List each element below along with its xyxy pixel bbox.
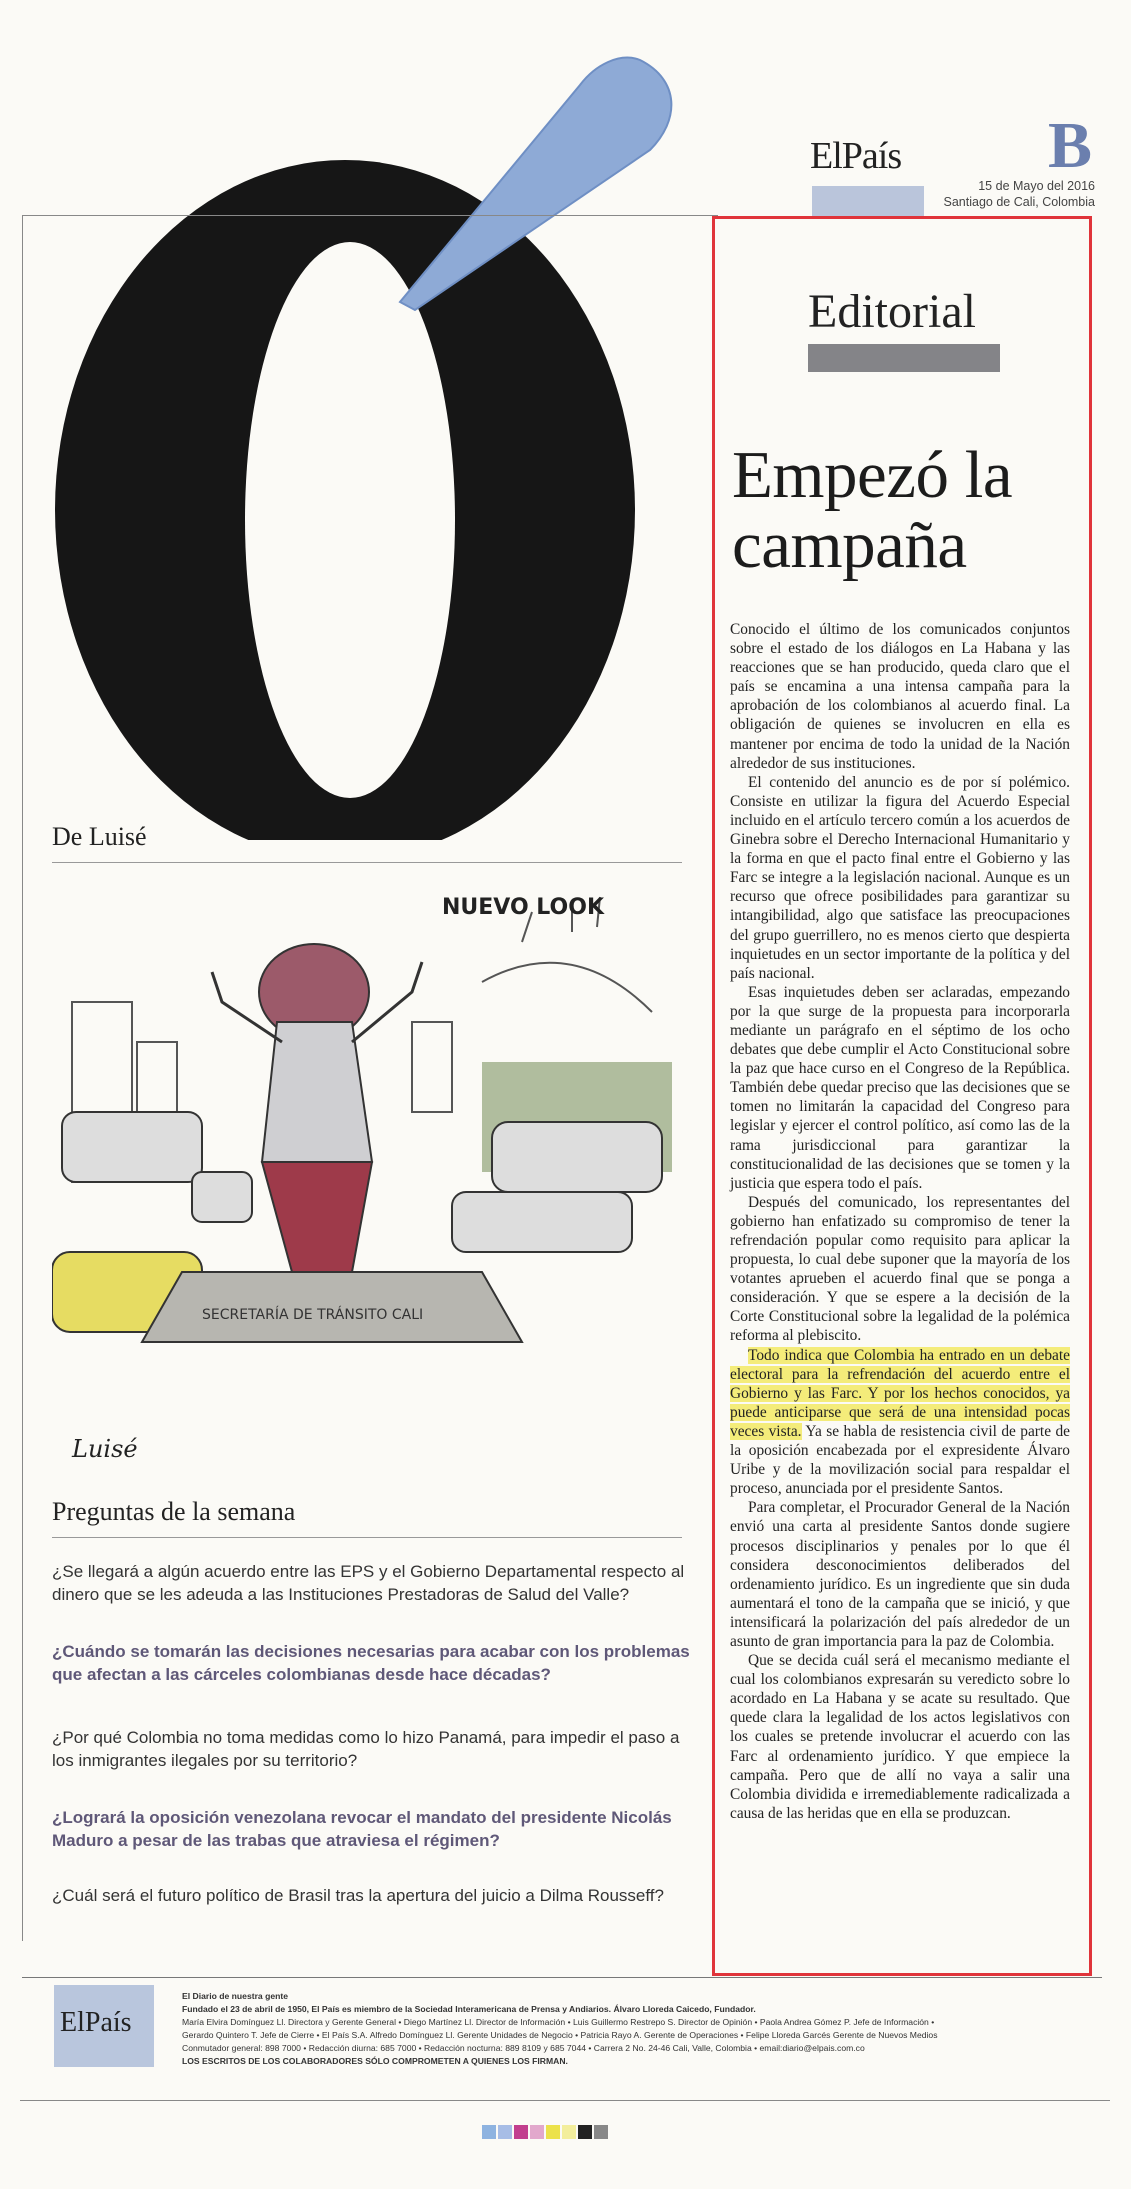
footer-disclaimer: LOS ESCRITOS DE LOS COLABORADORES SÓLO COMPROMETEN A QUIENES LOS FIRMAN. bbox=[182, 2056, 568, 2066]
question-item: ¿Cuál será el futuro político de Brasil tras la apertura del juicio a Dilma Rousseff? bbox=[52, 1886, 664, 1905]
footer-logo-text: ElPaís bbox=[60, 2007, 132, 2038]
editorial-section-label: Editorial bbox=[808, 285, 976, 338]
section-letter: B bbox=[1048, 109, 1093, 182]
footer-line: Fundado el 23 de abril de 1950, El País es miembro de la Sociedad Interamericana de Prensa y Andiarios. Álvaro Lloreda Caicedo, Fundador. bbox=[182, 2004, 756, 2014]
footer-masthead bbox=[182, 1990, 1082, 2068]
footer-line: María Elvira Domínguez Ll. Directora y Gerente General • Diego Martínez Ll. Director de Información • Luis Guillermo Restrepo S. Director de Opinión • Paola Andrea Gómez P. Jefe de Información • bbox=[182, 2017, 935, 2027]
place: Santiago de Cali, Colombia bbox=[943, 195, 1095, 209]
divider bbox=[52, 1537, 682, 1538]
swatch bbox=[514, 2125, 528, 2139]
editorial-paragraph: Después del comunicado, los representantes del gobierno han enfatizado su compromiso de tener la refrendación popular como requisito para aplicar la propuesta, lo cual debe suponer que la mayoría de los votantes aprueben el acuerdo final que se ponga a consideración. Y que se espere a la decisión de la Corte Constitucional sobre la legalidad de la polémica reforma al plebiscito. bbox=[730, 1193, 1070, 1345]
date-line bbox=[930, 178, 1095, 210]
editorial-body bbox=[730, 620, 1070, 1823]
print-color-swatches bbox=[482, 2125, 608, 2139]
cartoon-title: NUEVO LOOK bbox=[442, 895, 604, 920]
bottom-rule bbox=[20, 2100, 1110, 2101]
editorial-paragraph: Para completar, el Procurador General de la Nación envió una carta al presidente Santos donde sugiere procesos disciplinarios y penales por lo que él considera desconocimientos deliberados del ordenamiento jurídico. Es un ingrediente que sin duda aumentará el tono de la campaña que se inició, y que intensificará la polarización del país alrededor de un asunto de gran importancia para la paz de Colombia. bbox=[730, 1499, 1070, 1650]
cartoon-rug-text: SECRETARÍA DE TRÁNSITO CALI bbox=[202, 1307, 424, 1323]
editorial-paragraph: Conocido el último de los comunicados conjuntos sobre el estado de los diálogos en La Habana y las reacciones que se han producido, queda claro que el país se encamina a una intensa campaña para la aprobación de los colombianos al acuerdo final. La obligación de quienes se involucren en ella es mantener por encima de todo la unidad de la Nación alrededor de sus instituciones. bbox=[730, 621, 1070, 772]
footer-logo bbox=[54, 1985, 154, 2067]
swatch bbox=[546, 2125, 560, 2139]
question-item: ¿Logrará la oposición venezolana revocar el mandato del presidente Nicolás Maduro a pesar de las trabas que atraviesa el régimen? bbox=[52, 1808, 672, 1850]
editorial-label-bar bbox=[808, 344, 1000, 372]
editorial-paragraph-highlighted bbox=[730, 1346, 1070, 1499]
footer-tagline: El Diario de nuestra gente bbox=[182, 1991, 289, 2001]
footer-divider bbox=[22, 1977, 1102, 1978]
question-item: ¿Cuándo se tomarán las decisiones necesarias para acabar con los problemas que afectan a las cárceles colombianas desde hace décadas? bbox=[52, 1642, 690, 1684]
editorial-paragraph: Esas inquietudes deben ser aclaradas, empezando por la que surge de la propuesta para incorporarla mediante un parágrafo en el séptimo de los ocho debates que debe cumplir el Acto Constitucional sobre la paz que hace curso en el Congreso de la República. También debe quedar preciso que las decisiones que se tomen no limitarán la capacidad del Congreso para legislar y ejercer el control político, así como las de la rama jurisdiccional para garantizar la constitucionalidad de las decisiones que se tomen y la justicia que espera todo el país. bbox=[730, 983, 1070, 1192]
cartoon-signature: Luisé bbox=[72, 1435, 138, 1463]
cartoon-section-label: De Luisé bbox=[52, 822, 147, 851]
editorial-headline: Empezó la campaña bbox=[732, 438, 1013, 582]
swatch bbox=[482, 2125, 496, 2139]
date: 15 de Mayo del 2016 bbox=[978, 179, 1095, 193]
swatch bbox=[530, 2125, 544, 2139]
question-item: ¿Por qué Colombia no toma medidas como lo hizo Panamá, para impedir el paso a los inmigrantes ilegales por su territorio? bbox=[52, 1728, 680, 1770]
divider bbox=[52, 862, 682, 863]
swatch bbox=[562, 2125, 576, 2139]
swatch bbox=[594, 2125, 608, 2139]
swatch bbox=[578, 2125, 592, 2139]
paragraph-continuation: Ya se habla de resistencia civil de parte de la oposición encabezada por el expresidente Álvaro Uribe y de la movilización social para respaldar el proceso, anunciada por el presidente Santos. bbox=[730, 1422, 1070, 1498]
cartoon-illustration bbox=[52, 872, 682, 1472]
questions-title: Preguntas de la semana bbox=[52, 1497, 296, 1526]
brand-color-bar bbox=[812, 186, 924, 216]
question-item: ¿Se llegará a algún acuerdo entre las EPS y el Gobierno Departamental respecto al dinero que se les adeuda a las Instituciones Prestadoras de Salud del Valle? bbox=[52, 1562, 685, 1604]
brand-logo: ElPaís bbox=[810, 135, 902, 177]
footer-line: Conmutador general: 898 7000 • Redacción diurna: 685 7000 • Redacción nocturna: 889 8109 y 685 7044 • Carrera 2 No. 24-46 Cali, Valle, Colombia • email:diario@elpais.com.co bbox=[182, 2043, 865, 2053]
editorial-paragraph: Que se decida cuál será el mecanismo mediante el cual los colombianos expresarán su veredicto sobre lo acordado en La Habana y se acate su resultado. Que quede clara la legalidad de los actos legislativos con los cuales se pretende involucrar el acuerdo con las Farc al ordenamiento jurídico. Y que empiece la campaña. Pero que de allí no vaya a salir una Colombia dividida e irremediablemente radicalizada a causa de las heridas que en ella se produzcan. bbox=[730, 1652, 1070, 1822]
editorial-paragraph: El contenido del anuncio es de por sí polémico. Consiste en utilizar la figura del Acuerdo Especial incluido en el artículo tercero común a los acuerdos de Ginebra sobre el Derecho Internacional Humanitario y la forma en que el pacto final entre el Gobierno y las Farc se integre a la legislación nacional. Aunque es un recurso que ofrece posibilidades para garantizar su intangibilidad, algo que satisface las preocupaciones del grupo guerrillero, no es menos cierto que despierta inquietudes en un sector importante de la política y del país nacional. bbox=[730, 773, 1070, 982]
footer-line: Gerardo Quintero T. Jefe de Cierre • El País S.A. Alfredo Domínguez Ll. Gerente Unidades de Negocio • Patricia Rayo A. Gerente de Operaciones • Felipe Lloreda Garcés Gerente de Nuevos Medios bbox=[182, 2030, 938, 2040]
highlighted-text: Todo indica que Colombia ha entrado en un debate electoral para la refrendación del acuerdo entre el Gobierno y las Farc. Y por los hechos conocidos, ya puede anticiparse que será de una intensidad pocas veces vista. bbox=[730, 1346, 1070, 1440]
swatch bbox=[498, 2125, 512, 2139]
